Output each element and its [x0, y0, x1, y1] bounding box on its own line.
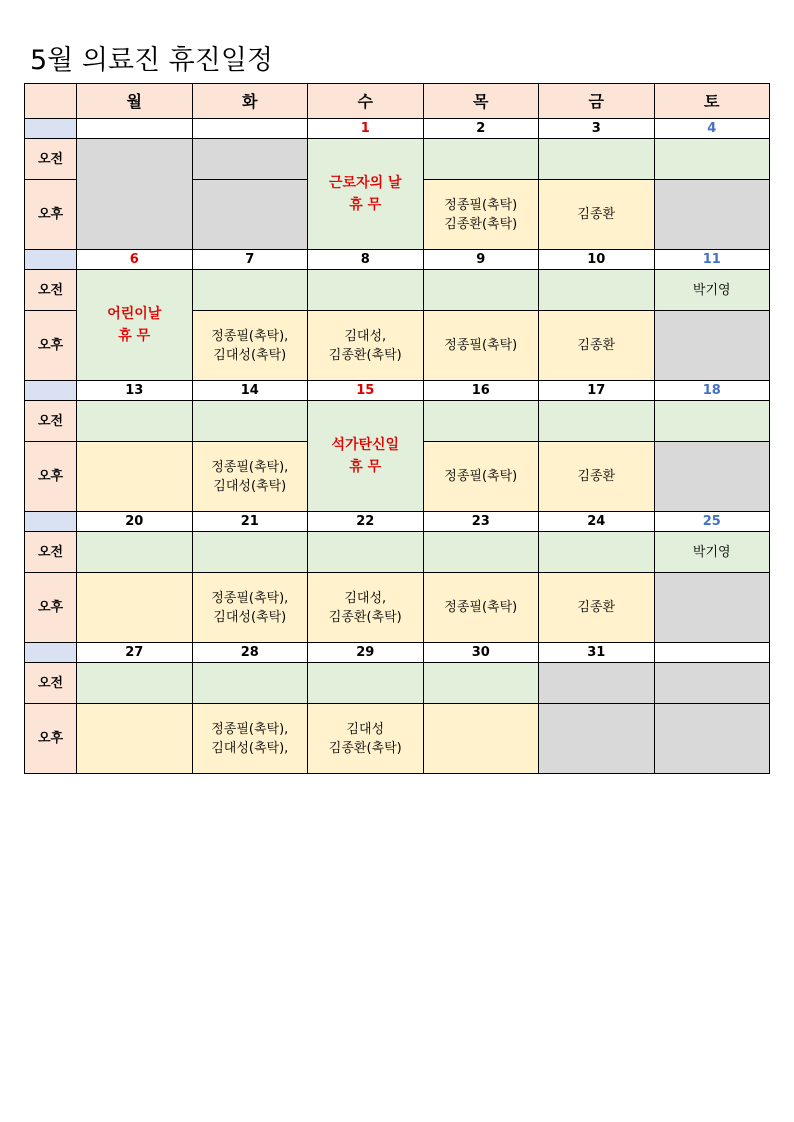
- date-cell: 16: [423, 381, 539, 401]
- am-cell: [539, 401, 655, 442]
- am-row: [25, 532, 770, 573]
- doctor-name: 김종환(촉탁): [444, 216, 518, 232]
- doctor-name: 김대성,: [344, 590, 387, 606]
- date-cell: 27: [77, 643, 193, 663]
- am-label: 오전: [25, 663, 77, 704]
- holiday-cell-childrens-day: [77, 270, 193, 381]
- pm-cell: [192, 311, 308, 381]
- am-cell: 박기영: [654, 532, 770, 573]
- date-cell-holiday: 15: [308, 381, 424, 401]
- date-cell-saturday: 18: [654, 381, 770, 401]
- date-row: [25, 381, 770, 401]
- doctor-name: 김종환: [577, 600, 616, 615]
- holiday-note: 휴 무: [118, 328, 151, 344]
- pm-row: [25, 573, 770, 643]
- date-cell: 28: [192, 643, 308, 663]
- date-cell: 7: [192, 250, 308, 270]
- am-cell: [77, 532, 193, 573]
- am-cell: [423, 139, 539, 180]
- date-cell-saturday: 4: [654, 119, 770, 139]
- pm-label: 오후: [25, 573, 77, 643]
- doctor-name: 정종필(촉탁): [444, 469, 518, 484]
- pm-label: 오후: [25, 442, 77, 512]
- pm-cell: [77, 442, 193, 512]
- pm-cell: [308, 573, 424, 643]
- header-day-thu: 목: [423, 84, 539, 119]
- date-cell: 3: [539, 119, 655, 139]
- date-cell: 9: [423, 250, 539, 270]
- closed-cell: [654, 704, 770, 774]
- header-day-tue: 화: [192, 84, 308, 119]
- pm-cell: [423, 180, 539, 250]
- am-cell: [308, 270, 424, 311]
- am-cell: [192, 532, 308, 573]
- holiday-cell-labor-day: [308, 139, 424, 250]
- am-cell: [654, 139, 770, 180]
- closed-cell: [654, 573, 770, 643]
- date-cell: 17: [539, 381, 655, 401]
- doctor-name: 김대성(촉탁): [213, 478, 287, 494]
- pm-cell: [539, 573, 655, 643]
- date-cell: 8: [308, 250, 424, 270]
- date-cell: 14: [192, 381, 308, 401]
- am-cell: [539, 532, 655, 573]
- date-cell: 2: [423, 119, 539, 139]
- date-cell: [654, 643, 770, 663]
- date-cell: 13: [77, 381, 193, 401]
- date-cell: 20: [77, 512, 193, 532]
- pm-cell: [423, 704, 539, 774]
- am-label: 오전: [25, 139, 77, 180]
- date-cell: 10: [539, 250, 655, 270]
- doctor-name: 정종필(촉탁),: [211, 590, 289, 606]
- pm-cell: [192, 442, 308, 512]
- doctor-name: 김종환: [577, 469, 616, 484]
- date-label-cell: [25, 250, 77, 270]
- closed-cell: [654, 311, 770, 381]
- holiday-note: 휴 무: [349, 197, 382, 213]
- date-cell: 22: [308, 512, 424, 532]
- date-cell: 24: [539, 512, 655, 532]
- am-cell: [654, 401, 770, 442]
- header-day-sat: 토: [654, 84, 770, 119]
- closed-cell: [539, 663, 655, 704]
- am-cell: [192, 401, 308, 442]
- pm-cell: [192, 704, 308, 774]
- date-cell: 31: [539, 643, 655, 663]
- am-cell: [77, 401, 193, 442]
- date-cell-saturday: 25: [654, 512, 770, 532]
- date-row: [25, 250, 770, 270]
- am-cell: [423, 532, 539, 573]
- pm-cell: [539, 442, 655, 512]
- date-cell-saturday: 11: [654, 250, 770, 270]
- holiday-name: 어린이날: [107, 306, 162, 322]
- am-row: [25, 663, 770, 704]
- pm-cell: [77, 704, 193, 774]
- doctor-name: 김대성(촉탁): [213, 347, 287, 363]
- am-cell: [308, 532, 424, 573]
- doctor-name: 정종필(촉탁): [444, 600, 518, 615]
- pm-cell: [423, 573, 539, 643]
- pm-cell: [77, 573, 193, 643]
- pm-cell: [423, 311, 539, 381]
- header-row: [25, 84, 770, 119]
- closed-cell: [654, 663, 770, 704]
- am-cell: [423, 401, 539, 442]
- doctor-name: 정종필(촉탁),: [211, 459, 289, 475]
- am-cell: [423, 270, 539, 311]
- header-day-wed: 수: [308, 84, 424, 119]
- am-label: 오전: [25, 270, 77, 311]
- date-label-cell: [25, 119, 77, 139]
- pm-row: [25, 704, 770, 774]
- am-label: 오전: [25, 401, 77, 442]
- doctor-name: 김대성(촉탁): [213, 609, 287, 625]
- doctor-name: 김종환: [577, 207, 616, 222]
- doctor-name: 김대성(촉탁),: [211, 740, 289, 756]
- header-day-fri: 금: [539, 84, 655, 119]
- date-label-cell: [25, 643, 77, 663]
- doctor-name: 김종환(촉탁): [328, 347, 402, 363]
- closed-cell: [654, 442, 770, 512]
- pm-cell: [192, 573, 308, 643]
- pm-cell: [539, 311, 655, 381]
- holiday-cell-buddha-day: [308, 401, 424, 512]
- am-row: [25, 401, 770, 442]
- am-cell: [423, 663, 539, 704]
- pm-cell: [539, 180, 655, 250]
- am-cell: [192, 270, 308, 311]
- am-label: 오전: [25, 532, 77, 573]
- am-row: [25, 139, 770, 180]
- am-cell: [308, 663, 424, 704]
- header-corner: [25, 84, 77, 119]
- closed-cell: [192, 180, 308, 250]
- am-cell: [539, 139, 655, 180]
- page-title: 5월 의료진 휴진일정: [30, 45, 273, 76]
- date-cell-holiday: 6: [77, 250, 193, 270]
- doctor-name: 김대성,: [344, 328, 387, 344]
- holiday-note: 휴 무: [349, 459, 382, 475]
- pm-cell: [423, 442, 539, 512]
- date-label-cell: [25, 381, 77, 401]
- date-cell: [192, 119, 308, 139]
- am-row: [25, 270, 770, 311]
- closed-cell: [539, 704, 655, 774]
- am-cell: [77, 663, 193, 704]
- am-cell: [192, 663, 308, 704]
- header-day-mon: 월: [77, 84, 193, 119]
- pm-cell: [308, 311, 424, 381]
- am-cell: [539, 270, 655, 311]
- date-cell: 21: [192, 512, 308, 532]
- pm-label: 오후: [25, 704, 77, 774]
- date-cell: [77, 119, 193, 139]
- doctor-name: 정종필(촉탁),: [211, 721, 289, 737]
- pm-cell: [308, 704, 424, 774]
- pm-label: 오후: [25, 180, 77, 250]
- closed-cell: [77, 139, 193, 250]
- date-row: [25, 119, 770, 139]
- closed-cell: [654, 180, 770, 250]
- date-cell-holiday: 1: [308, 119, 424, 139]
- doctor-name: 정종필(촉탁): [444, 197, 518, 213]
- holiday-name: 근로자의 날: [329, 175, 402, 191]
- doctor-name: 김대성: [346, 721, 385, 737]
- holiday-name: 석가탄신일: [331, 437, 400, 453]
- date-cell: 29: [308, 643, 424, 663]
- am-cell: 박기영: [654, 270, 770, 311]
- date-label-cell: [25, 512, 77, 532]
- pm-label: 오후: [25, 311, 77, 381]
- doctor-name: 정종필(촉탁): [444, 338, 518, 353]
- date-row: [25, 643, 770, 663]
- doctor-name: 김종환(촉탁): [328, 740, 402, 756]
- doctor-name: 정종필(촉탁),: [211, 328, 289, 344]
- date-cell: 30: [423, 643, 539, 663]
- closed-cell: [192, 139, 308, 180]
- date-cell: 23: [423, 512, 539, 532]
- doctor-name: 김종환(촉탁): [328, 609, 402, 625]
- schedule-table: [24, 83, 770, 774]
- date-row: [25, 512, 770, 532]
- doctor-name: 김종환: [577, 338, 616, 353]
